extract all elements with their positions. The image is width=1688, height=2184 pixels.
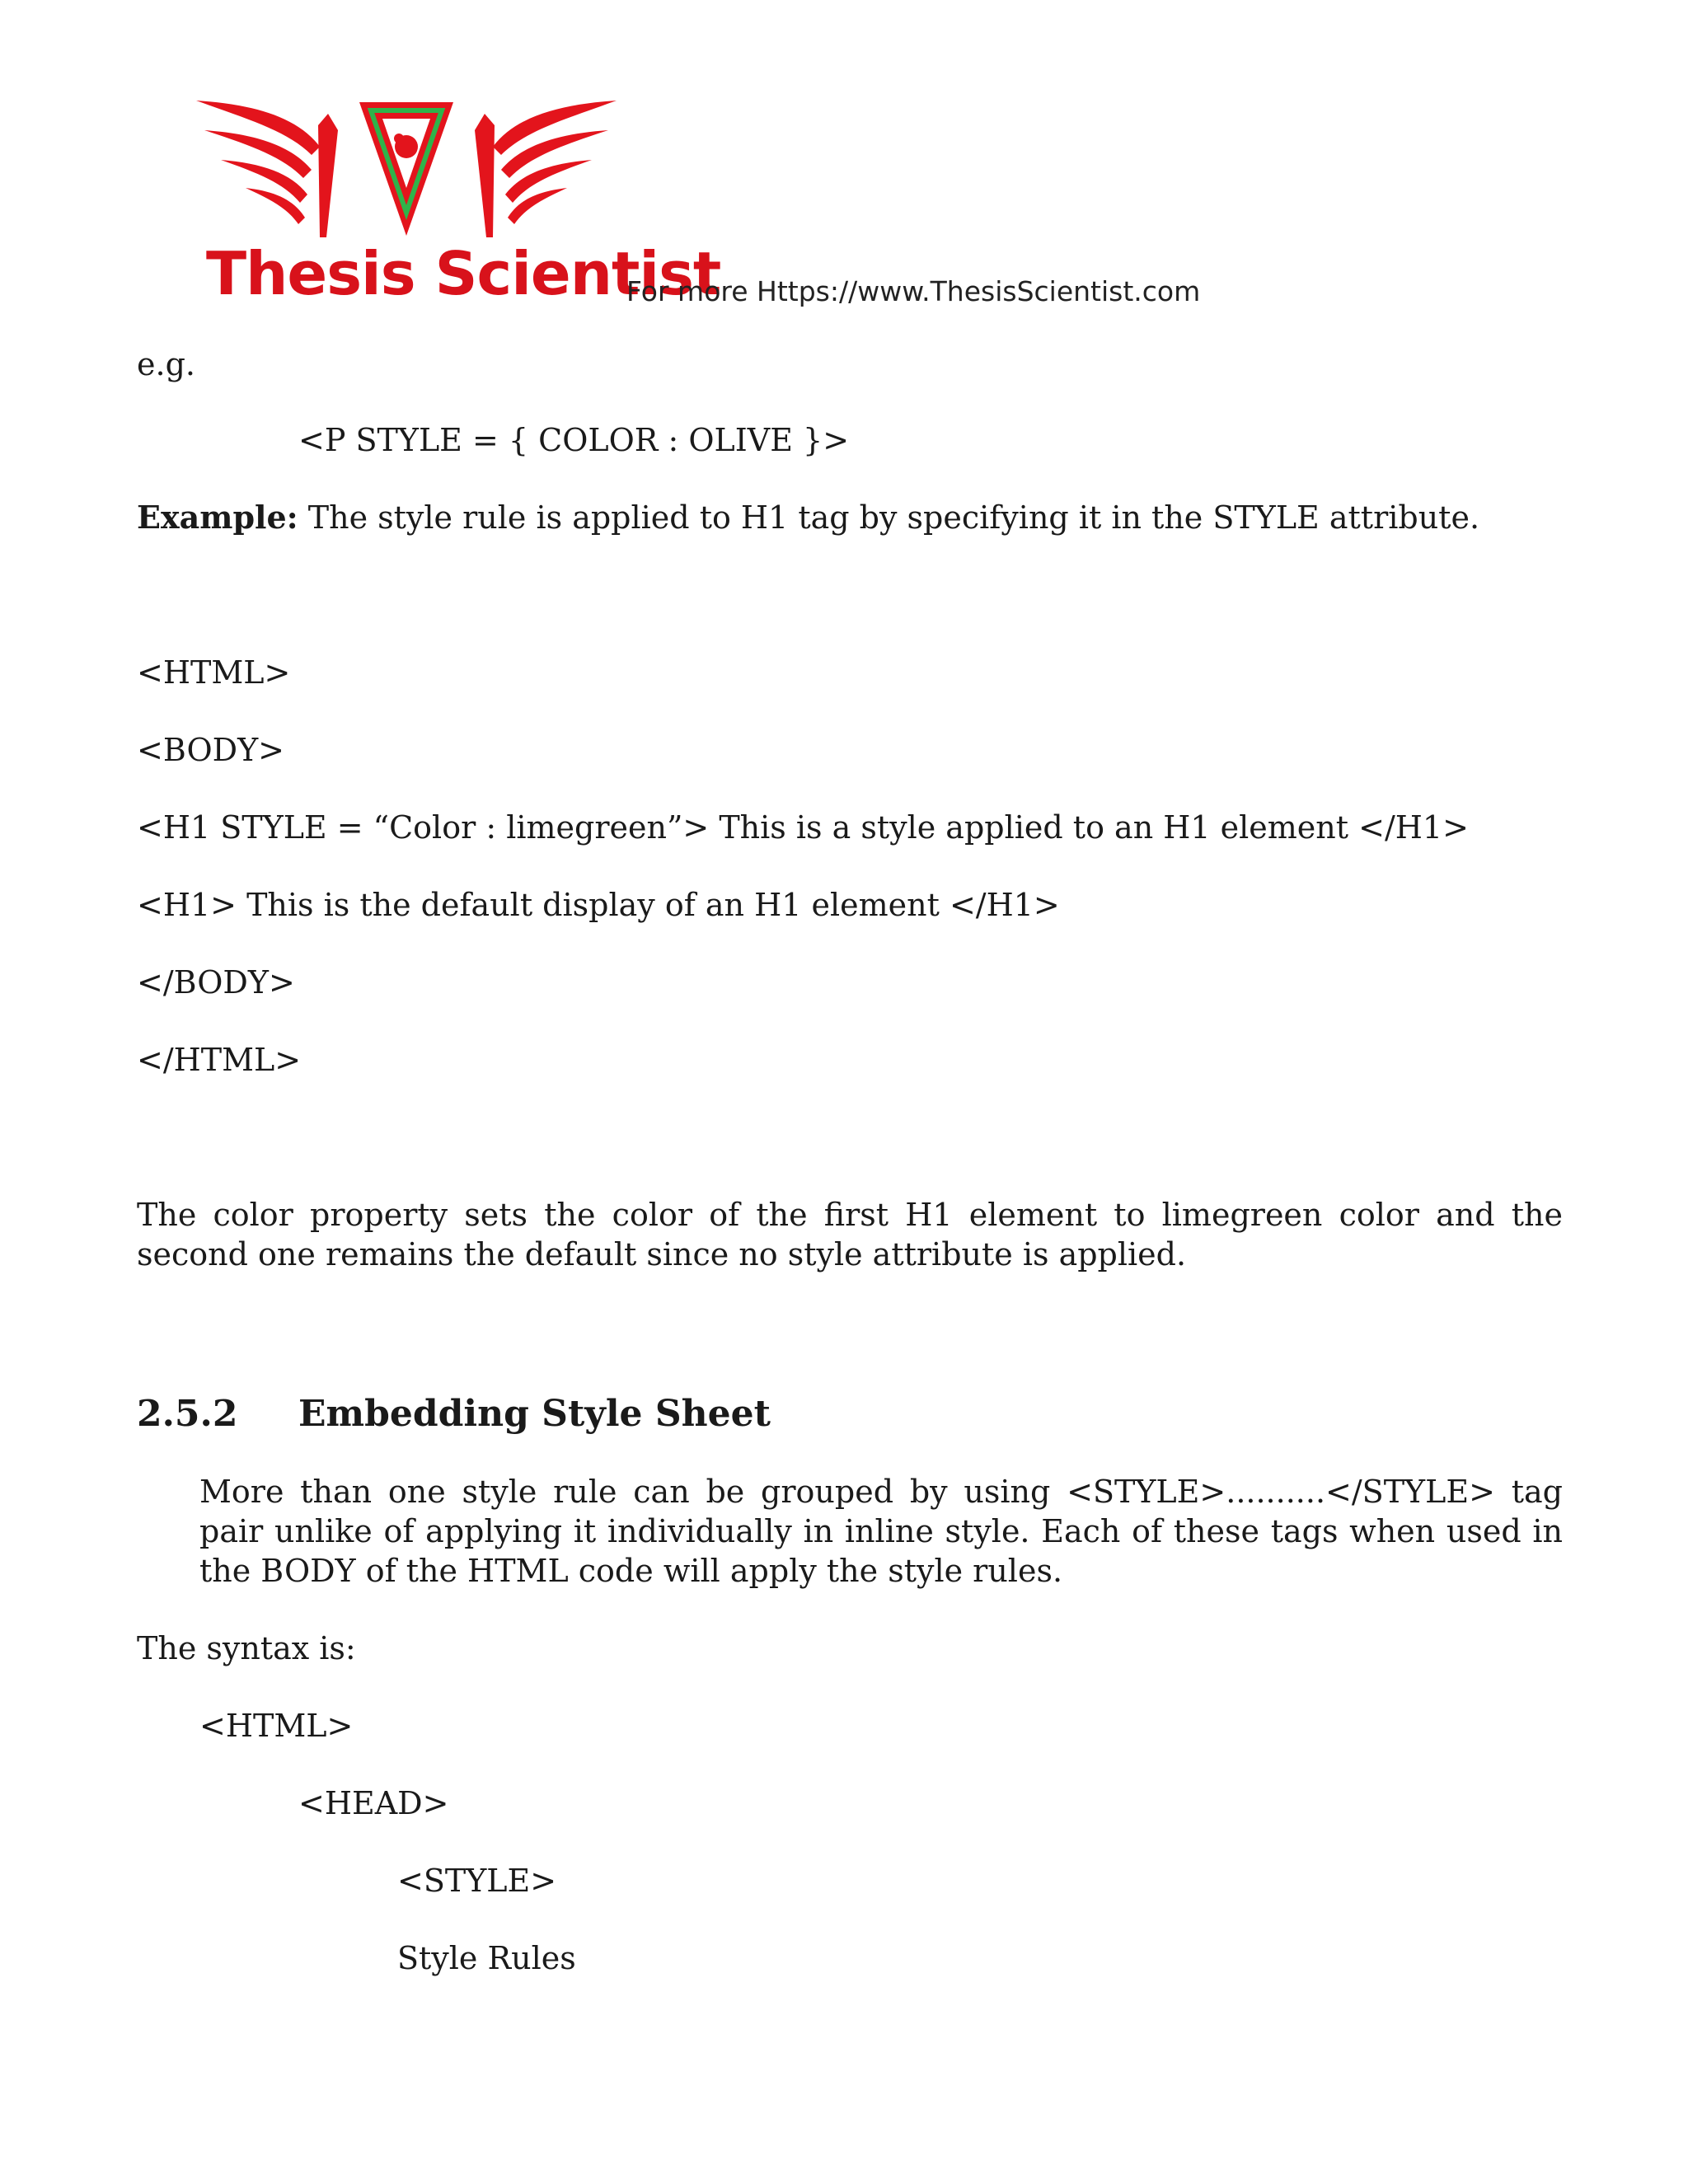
eg-label: e.g.	[137, 346, 195, 382]
example-text: The style rule is applied to H1 tag by specifying it in the STYLE attribute.	[298, 499, 1480, 536]
code-line: <HTML>	[137, 654, 291, 691]
section-title: Embedding Style Sheet	[298, 1393, 771, 1435]
code-line: </HTML>	[137, 1042, 302, 1078]
logo-wordmark: Thesis Scientist	[206, 239, 721, 308]
code-line: <STYLE>	[397, 1863, 557, 1899]
code-line: <H1 STYLE = “Color : limegreen”> This is a style applied to an H1 element </H1>	[137, 809, 1469, 846]
website-link[interactable]: For more Https://www.ThesisScientist.com	[626, 275, 1201, 307]
code-line: <BODY>	[137, 732, 285, 768]
code-line: <H1> This is the default display of an H1 element </H1>	[137, 887, 1060, 923]
thesis-scientist-logo	[196, 97, 721, 312]
syntax-label: The syntax is:	[137, 1630, 356, 1666]
eg-code: <P STYLE = { COLOR : OLIVE }>	[298, 422, 850, 458]
section-number: 2.5.2	[137, 1393, 238, 1435]
code-line: </BODY>	[137, 964, 295, 1001]
paragraph-embedding: More than one style rule can be grouped by using <STYLE>..........</STYLE> tag pair unlike of applying it individually in inline style. Each of these tags when used in the BODY of the HTML code will apply the style rules.	[199, 1474, 1563, 1589]
example-line	[137, 498, 1479, 537]
paragraph-color-property: The color property sets the color of the first H1 element to limegreen color and the second one remains the default since no style attribute is applied.	[137, 1197, 1563, 1272]
example-label: Example:	[137, 499, 298, 536]
code-line: <HEAD>	[298, 1785, 449, 1821]
code-line: <HTML>	[199, 1708, 354, 1744]
winged-triangle-logo-icon	[196, 97, 617, 246]
code-line: Style Rules	[397, 1940, 576, 1976]
